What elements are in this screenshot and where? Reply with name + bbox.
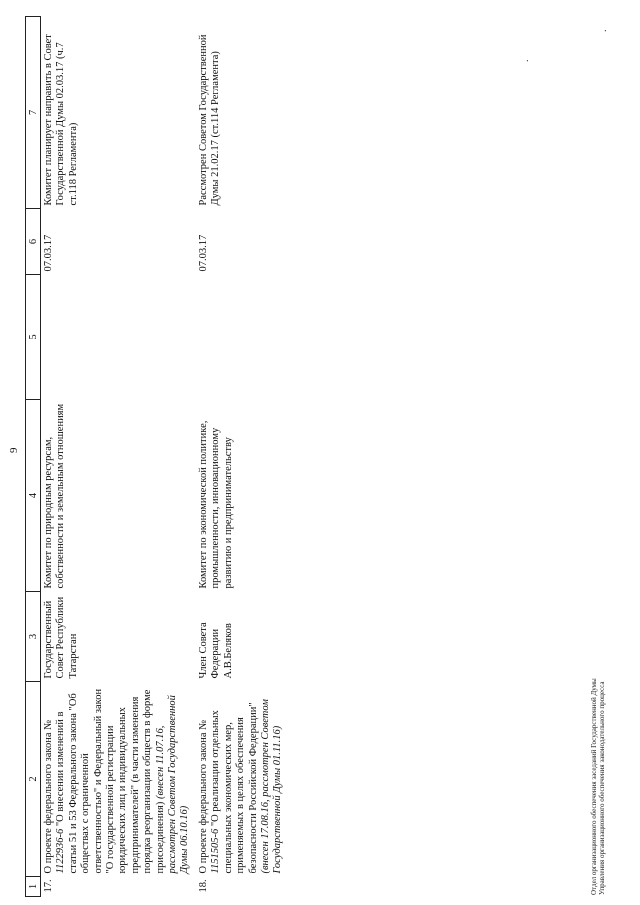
date-cell: 07.03.17 bbox=[197, 234, 209, 272]
bill-cell bbox=[196, 682, 289, 877]
scan-mark: . bbox=[520, 59, 531, 62]
column-header: 5 bbox=[26, 275, 41, 400]
footer-line: Отдел организационного обеспечения заседаний Государственной Думы bbox=[590, 678, 598, 895]
row-number: 17. bbox=[43, 879, 54, 893]
bills-table bbox=[25, 16, 289, 897]
footer-line: Управления организационного обеспечения законодательного процесса bbox=[598, 681, 606, 895]
note-cell: Рассмотрен Советом Государственной Думы 21.02.17 (ст.114 Регламента) bbox=[197, 34, 222, 206]
bill-number: 1151505-6 bbox=[210, 828, 222, 874]
footer bbox=[590, 678, 606, 895]
note-cell: Комитет планирует направить в Совет Государственной Думы 02.03.17 (ч.7 ст.118 Регламента) bbox=[43, 34, 79, 206]
column-header: 4 bbox=[26, 400, 41, 592]
col5-cell bbox=[196, 275, 289, 400]
committee-cell: Комитет по экономической политике, промышленности, инновационному развитию и предпринимательству bbox=[197, 420, 234, 589]
bill-title: "О реализации отдельных специальных экономических мер, применяемых в целях обеспечения безопасности Российской Федерации" bbox=[210, 702, 259, 874]
bill-number: 1122936-6 bbox=[55, 828, 67, 874]
row-number: 18. bbox=[197, 879, 209, 893]
bill-cell bbox=[41, 682, 196, 877]
column-header: 3 bbox=[26, 592, 41, 682]
table-row bbox=[196, 17, 289, 897]
bill-note: (внесен 17.08.16, рассмотрен Советом Государственной Думы 01.11.16) bbox=[259, 699, 284, 874]
column-header: 6 bbox=[26, 209, 41, 275]
bill-note: (внесен 11.07.16, рассмотрен Советом Государственной Думы 06.10.16) bbox=[154, 695, 191, 874]
initiator-cell: Член Совета Федерации А.В.Беляков bbox=[197, 622, 234, 679]
column-header: 2 bbox=[26, 682, 41, 877]
col5-cell bbox=[41, 275, 196, 400]
bill-intro: О проекте федерального закона № bbox=[43, 719, 54, 874]
page-number: 9 bbox=[8, 447, 20, 453]
header-row bbox=[26, 17, 41, 897]
scan-mark: . bbox=[598, 29, 609, 32]
table-row bbox=[41, 17, 196, 897]
initiator-cell: Государственный Совет Республики Татарстан bbox=[43, 596, 79, 679]
date-cell: 07.03.17 bbox=[43, 234, 54, 272]
committee-cell: Комитет по природным ресурсам, собственности и земельным отношениям bbox=[43, 403, 67, 589]
bill-title: "О внесении изменений в статьи 51 и 53 Федерального закона "Об обществах с ограниченной ответственностью" и Федеральный закон "О государственной регистрации юридических лиц и индивидуальных предпринимателей" (в части изменения порядка реорганизации обществ в форме присоединения) bbox=[55, 688, 166, 874]
column-header: 1 bbox=[26, 877, 41, 897]
bill-intro: О проекте федерального закона № bbox=[197, 719, 209, 874]
column-header: 7 bbox=[26, 17, 41, 209]
